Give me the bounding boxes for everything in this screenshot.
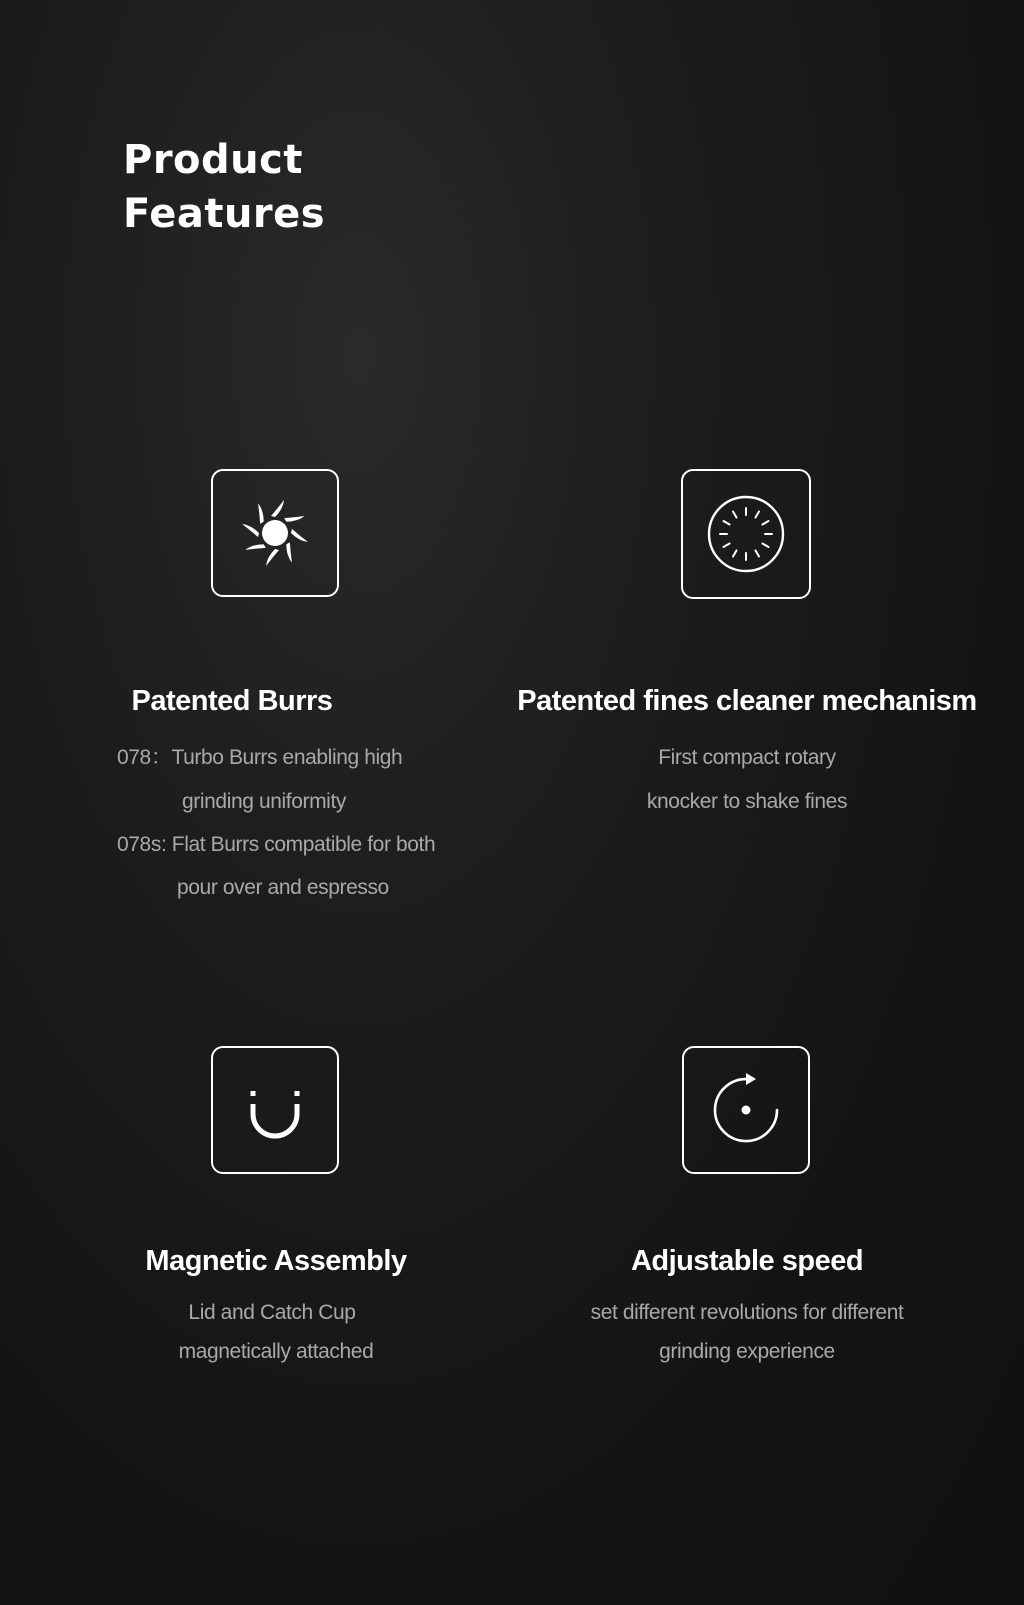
feature-magnetic-assembly — [46, 0, 506, 1605]
page-title-line-1: Product — [123, 137, 303, 183]
feature-description-line: pour over and espresso — [177, 876, 389, 899]
feature-description-line: First compact rotary — [658, 746, 836, 769]
feature-description-line: set different revolutions for different — [590, 1301, 904, 1324]
magnet-icon — [240, 1075, 310, 1145]
feature-icon-box — [682, 1046, 810, 1174]
feature-description-line: grinding uniformity — [182, 790, 346, 813]
feature-description-line: Lid and Catch Cup — [188, 1301, 356, 1324]
feature-description-line: knocker to shake fines — [646, 790, 848, 813]
feature-title: Patented Burrs — [131, 685, 333, 717]
feature-icon-box — [211, 1046, 339, 1174]
feature-title: Adjustable speed — [630, 1245, 864, 1277]
feature-title: Patented fines cleaner mechanism — [517, 685, 977, 717]
feature-adjustable-speed — [517, 0, 977, 1605]
feature-description-line: 078：Turbo Burrs enabling high — [117, 746, 403, 769]
feature-title: Magnetic Assembly — [145, 1245, 407, 1277]
feature-description-line: magnetically attached — [178, 1340, 374, 1363]
page-title-line-2: Features — [123, 191, 326, 237]
feature-description-line: grinding experience — [659, 1340, 835, 1363]
rotation-icon — [706, 1070, 786, 1150]
feature-description-line: 078s: Flat Burrs compatible for both — [117, 833, 436, 856]
